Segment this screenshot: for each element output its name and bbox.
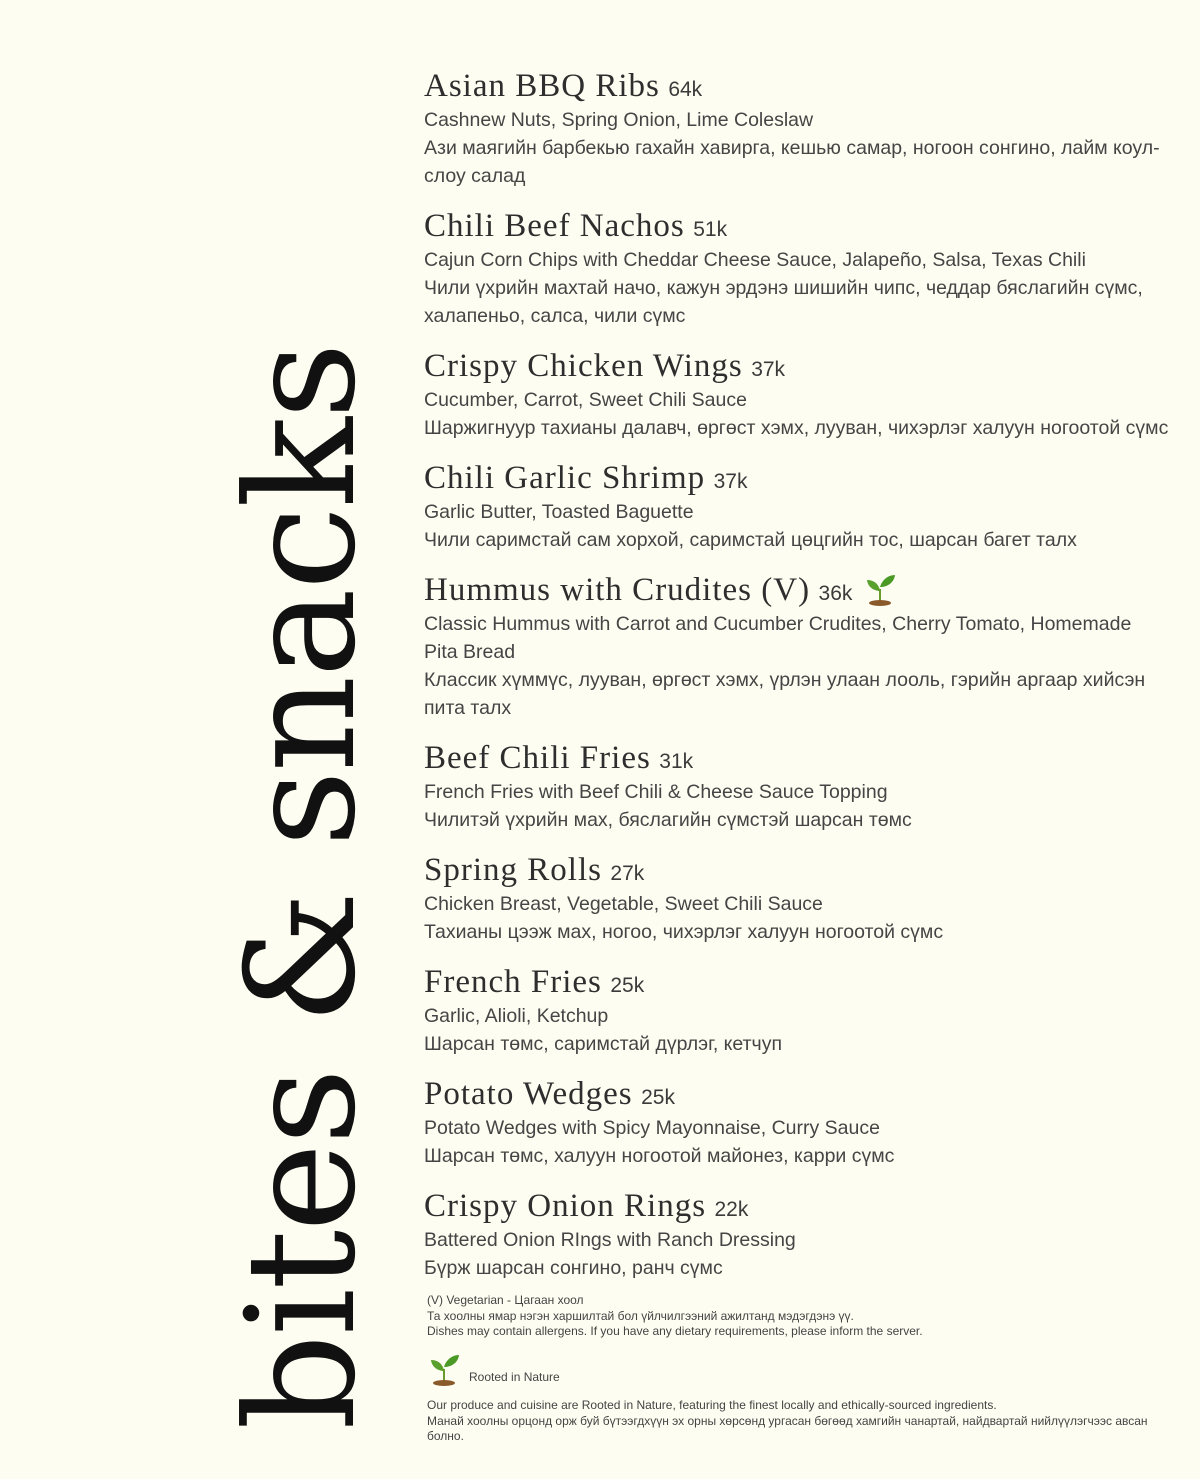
menu-item xyxy=(424,738,1169,834)
menu-item xyxy=(424,570,1169,722)
dish-description: Cajun Corn Chips with Cheddar Cheese Sauce, Jalapeño, Salsa, Texas Chili xyxy=(424,249,1086,271)
dish-description: Potato Wedges with Spicy Mayonnaise, Curry Sauce xyxy=(424,1117,880,1139)
menu-item xyxy=(424,1186,1169,1282)
dish-description-mn: Классик хүммүс, лууван, өргөст хэмх, үрлэн улаан лооль, гэрийн аргаар хийсэн пита талх xyxy=(424,669,1146,719)
section-title: bites & snacks xyxy=(215,344,389,1430)
dish-name: Spring Rolls xyxy=(424,852,602,888)
dish-price: 25k xyxy=(641,1086,675,1109)
dish-price: 64k xyxy=(668,78,703,101)
dish-description-mn: Ази маягийн барбекью гахайн хавирга, кешью самар, ногоон сонгино, лайм коул-слоу салад xyxy=(424,137,1160,187)
sprout-icon xyxy=(427,1352,461,1391)
menu-item xyxy=(424,206,1169,330)
dish-description: Battered Onion RIngs with Ranch Dressing xyxy=(424,1229,796,1251)
menu-item xyxy=(424,66,1169,190)
dish-price: 37k xyxy=(713,470,748,493)
menu-item xyxy=(424,962,1169,1058)
dish-name: French Fries xyxy=(424,964,602,1000)
menu-item xyxy=(424,458,1169,554)
dish-name: Crispy Chicken Wings xyxy=(424,348,743,384)
dish-description: French Fries with Beef Chili & Cheese Sauce Topping xyxy=(424,781,888,803)
rooted-text-mn: Манай хоолны орцонд орж буй бүтээгдхүүн эх орны хөрсөнд ургасан бөгөөд хамгийн чанартай, найдвартай нийлүүлэгчээс авсан болно. xyxy=(427,1413,1148,1443)
allergy-note-mn: Та хоолны ямар нэгэн харшилтай бол үйлчилгээний ажилтанд мэдэгдэнэ үү. xyxy=(427,1308,854,1323)
rooted-label: Rooted in Nature xyxy=(469,1370,560,1385)
dish-price: 31k xyxy=(659,750,694,773)
allergy-note-en: Dishes may contain allergens. If you have any dietary requirements, please inform the server. xyxy=(427,1324,923,1338)
dish-name: Chili Garlic Shrimp xyxy=(424,460,706,496)
dish-price: 36k xyxy=(818,582,853,605)
dish-description-mn: Чилитэй үхрийн мах, бяслагийн сүмстэй шарсан төмс xyxy=(424,809,912,831)
dish-price: 25k xyxy=(610,974,645,997)
dish-price: 51k xyxy=(693,218,728,241)
dish-description: Chicken Breast, Vegetable, Sweet Chili Sauce xyxy=(424,893,823,915)
dish-description-mn: Чили саримстай сам хорхой, саримстай цөцгийн тос, шарсан багет талх xyxy=(424,529,1077,551)
dish-price: 37k xyxy=(751,358,786,381)
footnotes xyxy=(427,1293,1167,1340)
rooted-in-nature xyxy=(427,1352,1167,1445)
dish-description: Garlic, Alioli, Ketchup xyxy=(424,1005,609,1027)
dish-name: Chili Beef Nachos xyxy=(424,208,685,244)
dish-name: Hummus with Crudites (V) xyxy=(424,572,811,608)
dish-description: Cucumber, Carrot, Sweet Chili Sauce xyxy=(424,389,747,411)
dish-name: Crispy Onion Rings xyxy=(424,1188,707,1224)
menu-item xyxy=(424,850,1169,946)
dish-description-mn: Шарсан төмс, халуун ногоотой майонез, карри сүмс xyxy=(424,1145,895,1167)
dish-name: Potato Wedges xyxy=(424,1076,633,1112)
dish-description: Garlic Butter, Toasted Baguette xyxy=(424,501,694,523)
dish-price: 22k xyxy=(714,1198,749,1221)
menu-item xyxy=(424,346,1169,442)
dish-name: Asian BBQ Ribs xyxy=(424,68,660,104)
dish-name: Beef Chili Fries xyxy=(424,740,651,776)
rooted-text-en: Our produce and cuisine are Rooted in Nature, featuring the finest locally and ethically-sourced ingredients. xyxy=(427,1398,997,1412)
dish-description-mn: Шаржигнуур тахианы далавч, өргөст хэмх, лууван, чихэрлэг халуун ногоотой сүмс xyxy=(424,417,1169,439)
dish-description-mn: Чили үхрийн махтай начо, кажун эрдэнэ шишийн чипс, чеддар бяслагийн сүмс, халапеньо, салса, чили сүмс xyxy=(424,277,1143,327)
dish-price: 27k xyxy=(610,862,645,885)
menu-item xyxy=(424,1074,1169,1170)
dish-description-mn: Шарсан төмс, саримстай дүрлэг, кетчуп xyxy=(424,1033,783,1055)
dish-description: Classic Hummus with Carrot and Cucumber Crudites, Cherry Tomato, Homemade Pita Bread xyxy=(424,613,1132,663)
vegetarian-note: (V) Vegetarian - Цагаан хоол xyxy=(427,1293,584,1307)
dish-description: Cashnew Nuts, Spring Onion, Lime Coleslaw xyxy=(424,109,814,131)
menu-list xyxy=(424,66,1169,1298)
dish-description-mn: Бүрж шарсан сонгино, ранч сүмс xyxy=(424,1257,723,1279)
dish-description-mn: Тахианы цээж мах, ногоо, чихэрлэг халуун ногоотой сүмс xyxy=(424,921,944,943)
